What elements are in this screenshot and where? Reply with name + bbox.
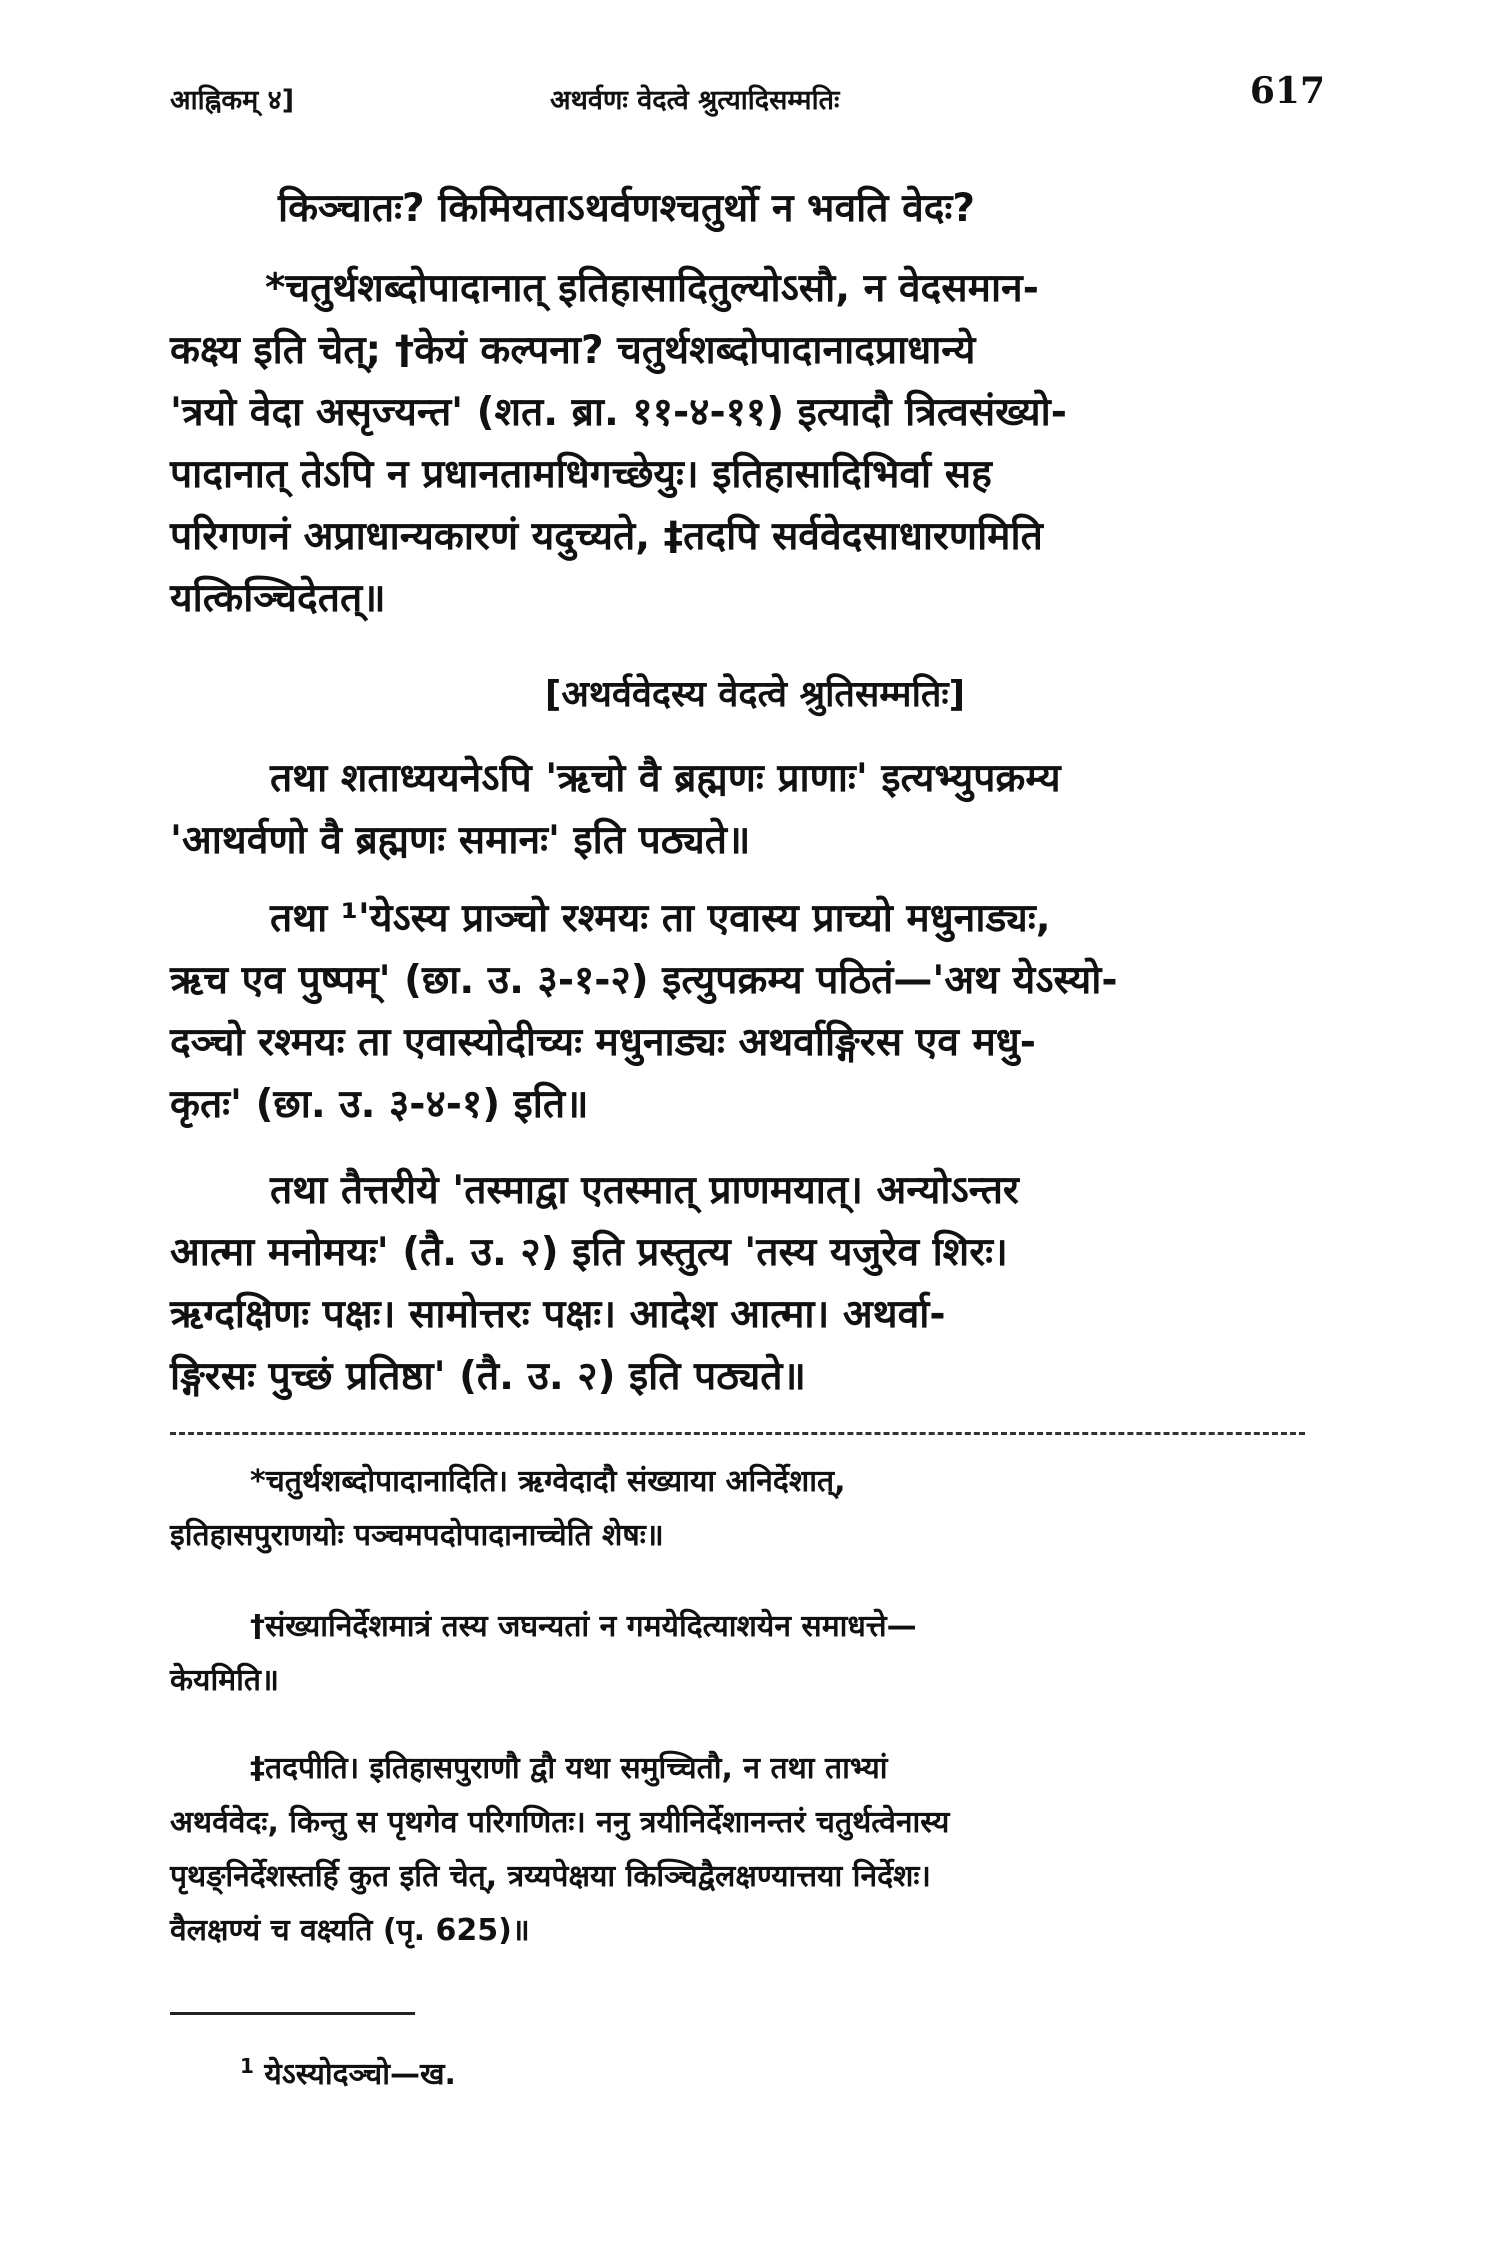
footnote <box>240 2052 456 2093</box>
commentary-note-2: †संख्यानिर्देशमात्रं तस्य जघन्यतां न गमयेदित्याशयेन समाधत्ते— केयमिति॥ <box>170 1609 917 1698</box>
commentary-note-3: ‡तदपीति। इतिहासपुराणौ द्वौ यथा समुच्चितौ, न तथा ताभ्यां अथर्ववेदः, किन्तु स पृथगेव परिगणितः। ननु त्रयीनिर्देशानन्तरं चतुर्थत्वेनास्य पृथङ्निर्देशस्तर्हि कुत इति चेत्, त्रय्यपेक्षया किञ्चिद्वैलक्षण्यात्तया निर्देशः। वैलक्षण्यं च वक्ष्यति (पृ. 625)॥ <box>170 1751 950 1948</box>
paragraph-shatapatha: तथा शताध्ययनेऽपि 'ऋचो वै ब्रह्मणः प्राणाः' इत्यभ्युपक्रम्य 'आथर्वणो वै ब्रह्मणः समानः' इति पठ्यते॥ <box>170 756 1061 863</box>
footnote-text: येऽस्योदञ्चो—ख. <box>264 2057 456 2092</box>
commentary-note-1: *चतुर्थशब्दोपादानादिति। ऋग्वेदादौ संख्याया अनिर्देशात्, इतिहासपुराणयोः पञ्चमपदोपादानाच्चेति शेषः॥ <box>170 1464 846 1553</box>
running-header <box>170 70 1325 120</box>
paragraph-argument: *चतुर्थशब्दोपादानात् इतिहासादितुल्योऽसौ, न वेदसमान- कक्ष्य इति चेत्; †केयं कल्पना? चतुर्थशब्दोपादानादप्राधान्ये 'त्रयो वेदा असृज्यन्त' (शत. ब्रा. ११-४-११) इत्यादौ त्रित्वसंख्यो- पादानात् तेऽपि न प्रधानतामधिगच्छेयुः। इतिहासादिभिर्वा सह परिगणनं अप्राधान्यकारणं यदुच्यते, ‡तदपि सर्ववेदसाधारणमिति यत्किञ्चिदेतत्॥ <box>170 266 1067 621</box>
footnote-divider <box>170 2012 415 2015</box>
paragraph-question: किञ्चातः? किमियताऽथर्वणश्चतुर्थो न भवति वेदः? <box>278 186 975 231</box>
page-number: 617 <box>1249 70 1325 112</box>
header-title: अथर्वणः वेदत्वे श्रुत्यादिसम्मतिः <box>550 85 840 116</box>
commentary-divider <box>170 1432 1305 1435</box>
paragraph-chandogya: तथा ¹'येऽस्य प्राञ्चो रश्मयः ता एवास्य प्राच्यो मधुनाड्यः, ऋच एव पुष्पम्' (छा. उ. ३-१-२) इत्युपक्रम्य पठितं—'अथ येऽस्यो- दञ्चो रश्मयः ता एवास्योदीच्यः मधुनाड्यः अथर्वाङ्गिरस एव मधु- कृतः' (छा. उ. ३-४-१) इति॥ <box>170 896 1118 1127</box>
section-heading: [अथर्ववेदस्य वेदत्वे श्रुतिसम्मतिः] <box>544 674 966 715</box>
paragraph-taittiriya: तथा तैत्तरीये 'तस्माद्वा एतस्मात् प्राणमयात्। अन्योऽन्तर आत्मा मनोमयः' (तै. उ. २) इति प्रस्तुत्य 'तस्य यजुरेव शिरः। ऋग्दक्षिणः पक्षः। सामोत्तरः पक्षः। आदेश आत्मा। अथर्वा- ङ्गिरसः पुच्छं प्रतिष्ठा' (तै. उ. २) इति पठ्यते॥ <box>170 1168 1019 1399</box>
header-chapter: आह्निकम् ४] <box>170 85 295 116</box>
footnote-marker: 1 <box>240 2054 254 2078</box>
